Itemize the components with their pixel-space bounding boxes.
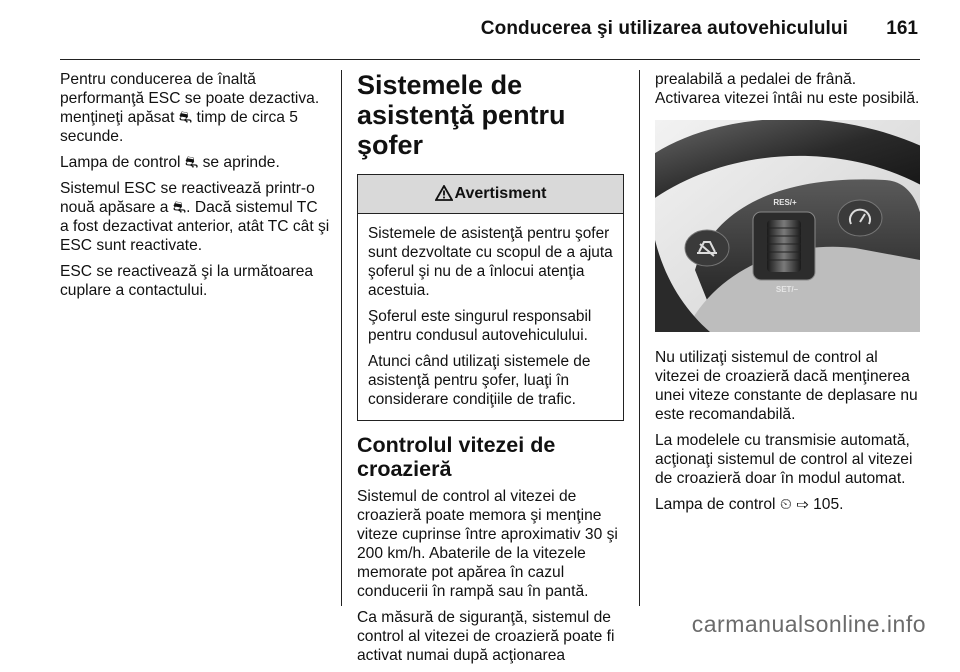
page-header — [0, 0, 960, 62]
warning-paragraph: Sistemele de asistenţă pentru şofer sunt dezvoltate cu scopul de a ajuta şoferul şi nu de a înlocui atenţia acestuia. — [368, 225, 613, 299]
paragraph-esc-deactivate: Pentru conducerea de înaltă performanţă ESC se poate dezactiva. menţineţi apăsat ⛐ timp de circa 5 secunde. — [60, 71, 320, 145]
paragraph-brake-pedal: prealabilă a pedalei de frână. Activarea vitezei întâi nu este posibilă. — [655, 71, 920, 107]
column-divider-left — [341, 70, 342, 606]
subsection-title: Controlul vitezei de croazieră — [357, 433, 556, 481]
paragraph-esc-reactivate: Sistemul ESC se reactivează printr-o nouă apăsare a ⛐. Dacă sistemul TC a fost dezactivat anterior, atât TC cât şi ESC sunt reactivate. — [60, 180, 330, 254]
paragraph-cruise-safety: Ca măsură de siguranţă, sistemul de control al vitezei de croazieră poate fi activat numai după acţionarea — [357, 609, 615, 664]
cruise-roller-switch — [753, 198, 815, 294]
paragraph-control-lamp: Lampa de control ⛐ se aprinde. — [60, 154, 280, 171]
set-label: SET/– — [775, 285, 799, 294]
column-2 — [357, 70, 624, 672]
cruise-on-button — [838, 200, 882, 236]
warning-icon — [435, 185, 453, 201]
section-title: Sistemele de asistenţă pentru şofer — [357, 70, 566, 160]
warning-paragraph: Atunci când utilizaţi sistemele de asistenţă pentru şofer, luaţi în considerare condiţiile de trafic. — [368, 353, 591, 408]
res-label: RES/+ — [773, 198, 797, 207]
column-divider-right — [639, 70, 640, 606]
header-title: Conducerea şi utilizarea autovehiculului — [480, 18, 848, 39]
header-rule — [60, 59, 920, 60]
cruise-cancel-button — [685, 230, 729, 266]
paragraph-cruise-speed-range: Sistemul de control al vitezei de croazieră poate memora şi menţine viteze cuprinse între aproximativ 30 şi 200 km/h. Abaterile de la vitezele memorate pot apărea în cazul conducerii în rampă sau în pantă. — [357, 488, 618, 600]
warning-paragraph: Şoferul este singurul responsabil pentru condusul autovehiculului. — [368, 308, 592, 344]
column-3 — [655, 70, 920, 521]
paragraph-cruise-lamp: Lampa de control ⏲ ⇨ 105. — [655, 496, 844, 513]
page-number: 161 — [886, 18, 918, 39]
warning-body — [358, 214, 623, 420]
paragraph-cruise-warning: Nu utilizaţi sistemul de control al vitezei de croazieră dacă menţinerea unei viteze constante de deplasare nu este recomandabilă. — [655, 349, 918, 423]
paragraph-automatic-mode: La modelele cu transmisie automată, acţionaţi sistemul de control al vitezei de croazieră doar în modul automat. — [655, 432, 913, 487]
column-1 — [60, 70, 330, 307]
warning-label: Avertisment — [454, 185, 547, 202]
steering-wheel-controls-photo — [655, 120, 920, 332]
warning-header — [358, 175, 623, 214]
warning-box — [357, 174, 624, 421]
paragraph-esc-ignition: ESC se reactivează şi la următoarea cuplare a contactului. — [60, 263, 314, 299]
watermark: carmanualsonline.info — [691, 611, 926, 637]
